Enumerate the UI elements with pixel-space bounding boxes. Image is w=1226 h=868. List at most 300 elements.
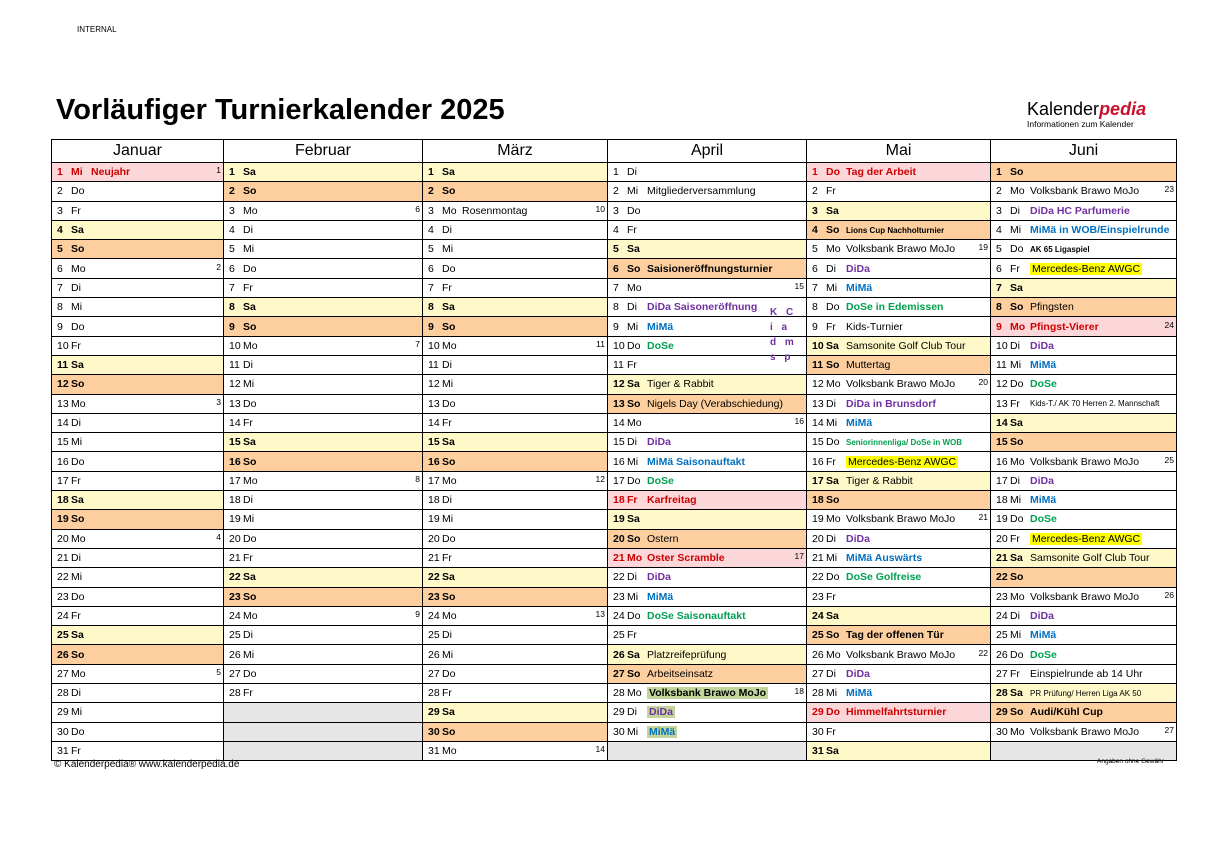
day-number: 6 bbox=[229, 262, 235, 275]
day-cell[interactable] bbox=[807, 240, 991, 259]
weekday: So bbox=[1010, 571, 1024, 584]
day-cell[interactable] bbox=[991, 278, 1177, 297]
day-cell[interactable] bbox=[807, 703, 991, 722]
day-cell[interactable] bbox=[52, 220, 224, 239]
day-cell[interactable] bbox=[423, 510, 608, 529]
event-label: Tiger & Rabbit bbox=[846, 474, 913, 487]
weekday: Mi bbox=[243, 378, 255, 391]
day-cell[interactable] bbox=[991, 587, 1177, 606]
weekday: So bbox=[442, 185, 456, 198]
day-cell[interactable] bbox=[991, 163, 1177, 182]
day-number: 2 bbox=[812, 185, 818, 198]
day-cell[interactable] bbox=[224, 317, 423, 336]
day-cell[interactable] bbox=[423, 587, 608, 606]
event-label: Einspielrunde ab 14 Uhr bbox=[1030, 667, 1143, 680]
day-cell[interactable] bbox=[52, 375, 224, 394]
day-cell[interactable] bbox=[423, 163, 608, 182]
weekday: Sa bbox=[1010, 687, 1023, 700]
day-cell[interactable] bbox=[224, 336, 423, 355]
day-cell[interactable] bbox=[991, 394, 1177, 413]
day-cell[interactable] bbox=[52, 182, 224, 201]
day-cell[interactable] bbox=[608, 587, 807, 606]
day-cell[interactable] bbox=[224, 394, 423, 413]
weekday: Fr bbox=[442, 687, 452, 700]
weekday: Di bbox=[1010, 204, 1020, 217]
day-cell[interactable] bbox=[224, 606, 423, 625]
day-cell[interactable] bbox=[608, 548, 807, 567]
day-cell[interactable] bbox=[423, 684, 608, 703]
day-number: 13 bbox=[428, 397, 440, 410]
day-cell[interactable] bbox=[608, 626, 807, 645]
day-cell[interactable] bbox=[991, 433, 1177, 452]
day-number: 30 bbox=[613, 725, 625, 738]
weekday: Do bbox=[1010, 648, 1024, 661]
day-cell[interactable] bbox=[807, 471, 991, 490]
day-cell[interactable] bbox=[52, 722, 224, 741]
weekday: Di bbox=[442, 494, 452, 507]
day-number: 11 bbox=[57, 359, 69, 372]
table-row bbox=[52, 163, 1177, 182]
day-cell[interactable] bbox=[224, 548, 423, 567]
week-number: 2 bbox=[216, 261, 221, 272]
weekday: Mo bbox=[243, 609, 258, 622]
day-cell[interactable] bbox=[52, 433, 224, 452]
weekday: Do bbox=[71, 590, 85, 603]
event-label: DiDa HC Parfumerie bbox=[1030, 204, 1130, 217]
weekday: Di bbox=[243, 359, 253, 372]
day-number: 29 bbox=[613, 706, 625, 719]
day-cell[interactable] bbox=[52, 163, 224, 182]
weekday: Di bbox=[243, 494, 253, 507]
day-cell[interactable] bbox=[423, 413, 608, 432]
day-cell[interactable] bbox=[807, 259, 991, 278]
day-cell[interactable] bbox=[423, 433, 608, 452]
day-number: 6 bbox=[613, 262, 619, 275]
event-label: Mercedes-Benz AWGC bbox=[1032, 262, 1141, 275]
day-cell[interactable] bbox=[423, 548, 608, 567]
weekday: Sa bbox=[71, 224, 84, 237]
weekday: Mi bbox=[1010, 359, 1022, 372]
day-cell[interactable] bbox=[52, 626, 224, 645]
day-cell[interactable] bbox=[991, 626, 1177, 645]
event-label: MiMä bbox=[1030, 494, 1057, 507]
day-cell[interactable] bbox=[224, 664, 423, 683]
day-number: 31 bbox=[428, 745, 440, 758]
day-cell[interactable] bbox=[991, 664, 1177, 683]
event-label: DiDa bbox=[846, 532, 870, 545]
day-number: 26 bbox=[812, 648, 824, 661]
day-cell[interactable] bbox=[807, 606, 991, 625]
day-cell[interactable] bbox=[991, 259, 1177, 278]
day-cell[interactable] bbox=[224, 568, 423, 587]
day-cell[interactable] bbox=[608, 413, 807, 432]
day-cell[interactable] bbox=[991, 606, 1177, 625]
day-cell[interactable] bbox=[423, 375, 608, 394]
day-cell[interactable] bbox=[608, 433, 807, 452]
week-number: 26 bbox=[1164, 589, 1174, 600]
day-number: 22 bbox=[229, 571, 241, 584]
weekday: So bbox=[826, 359, 840, 372]
day-cell[interactable] bbox=[991, 355, 1177, 374]
day-cell[interactable] bbox=[807, 491, 991, 510]
weekday: Fr bbox=[627, 494, 638, 507]
event-label: DiDa bbox=[649, 706, 673, 719]
day-cell[interactable] bbox=[52, 413, 224, 432]
week-number: 22 bbox=[978, 647, 988, 658]
table-row bbox=[52, 722, 1177, 741]
day-cell[interactable] bbox=[423, 664, 608, 683]
day-number: 17 bbox=[428, 474, 440, 487]
day-cell[interactable] bbox=[807, 413, 991, 432]
day-number: 20 bbox=[812, 532, 824, 545]
week-number: 16 bbox=[794, 416, 804, 426]
day-cell[interactable] bbox=[807, 182, 991, 201]
event-label: Volksbank Brawo MoJo bbox=[1030, 590, 1140, 603]
event-label: Kids-T./ AK 70 Herren 2. Mannschaft bbox=[1030, 399, 1160, 409]
weekday: Mo bbox=[826, 513, 841, 526]
day-cell[interactable] bbox=[608, 220, 807, 239]
day-number: 16 bbox=[996, 455, 1008, 468]
month-header-1: Februar bbox=[224, 140, 423, 163]
weekday: Do bbox=[243, 667, 257, 680]
day-cell[interactable] bbox=[52, 548, 224, 567]
day-cell[interactable] bbox=[52, 452, 224, 471]
day-cell[interactable] bbox=[52, 201, 224, 220]
day-cell[interactable] bbox=[608, 452, 807, 471]
day-cell[interactable] bbox=[224, 240, 423, 259]
day-cell[interactable] bbox=[608, 259, 807, 278]
day-cell[interactable] bbox=[608, 278, 807, 297]
event-label: DoSe bbox=[1030, 513, 1057, 526]
day-cell[interactable] bbox=[608, 240, 807, 259]
day-cell[interactable] bbox=[991, 182, 1177, 201]
table-row bbox=[52, 606, 1177, 625]
day-cell[interactable] bbox=[224, 626, 423, 645]
week-number: 6 bbox=[415, 203, 420, 214]
weekday: Fr bbox=[442, 417, 452, 429]
day-number: 15 bbox=[229, 436, 241, 449]
day-number: 19 bbox=[613, 513, 625, 526]
day-cell[interactable] bbox=[807, 394, 991, 413]
day-cell[interactable] bbox=[608, 664, 807, 683]
day-number: 4 bbox=[428, 224, 434, 237]
day-number: 2 bbox=[613, 185, 619, 198]
day-cell[interactable] bbox=[991, 703, 1177, 722]
event-label: MiMä bbox=[846, 417, 873, 429]
day-cell[interactable] bbox=[608, 471, 807, 490]
day-cell[interactable] bbox=[224, 491, 423, 510]
day-cell[interactable] bbox=[423, 182, 608, 201]
day-cell[interactable] bbox=[52, 240, 224, 259]
day-cell[interactable] bbox=[991, 722, 1177, 741]
day-cell[interactable] bbox=[807, 452, 991, 471]
day-cell[interactable] bbox=[423, 626, 608, 645]
day-cell[interactable] bbox=[52, 664, 224, 683]
day-number: 16 bbox=[57, 455, 69, 468]
day-cell[interactable] bbox=[991, 413, 1177, 432]
weekday: Fr bbox=[71, 339, 81, 352]
day-cell[interactable] bbox=[52, 278, 224, 297]
day-number: 14 bbox=[996, 417, 1008, 429]
weekday: Mi bbox=[442, 648, 454, 661]
day-cell[interactable] bbox=[991, 375, 1177, 394]
day-number: 3 bbox=[428, 204, 434, 217]
weekday: Sa bbox=[71, 629, 84, 642]
day-cell[interactable] bbox=[423, 240, 608, 259]
day-cell[interactable] bbox=[807, 741, 991, 760]
day-cell[interactable] bbox=[807, 278, 991, 297]
day-cell[interactable] bbox=[423, 220, 608, 239]
day-number: 27 bbox=[613, 667, 625, 680]
day-number: 30 bbox=[996, 725, 1008, 738]
logo-brand-kalender: Kalender bbox=[1027, 99, 1100, 119]
day-cell[interactable] bbox=[224, 182, 423, 201]
day-cell[interactable] bbox=[52, 587, 224, 606]
weekday: Di bbox=[627, 301, 637, 314]
day-cell[interactable] bbox=[991, 336, 1177, 355]
weekday: Sa bbox=[71, 494, 84, 507]
event-label: DiDa bbox=[1030, 474, 1054, 487]
day-cell[interactable] bbox=[807, 298, 991, 317]
calendar-body bbox=[52, 163, 1177, 761]
day-cell[interactable] bbox=[608, 645, 807, 664]
day-number: 31 bbox=[57, 745, 69, 758]
day-cell[interactable] bbox=[991, 548, 1177, 567]
day-number: 9 bbox=[812, 320, 818, 333]
day-cell[interactable] bbox=[807, 375, 991, 394]
day-cell[interactable] bbox=[423, 568, 608, 587]
day-number: 2 bbox=[57, 185, 63, 198]
table-row bbox=[52, 587, 1177, 606]
weekday: Do bbox=[243, 262, 257, 275]
day-cell[interactable] bbox=[423, 529, 608, 548]
day-cell[interactable] bbox=[52, 259, 224, 278]
week-number: 9 bbox=[415, 608, 420, 619]
weekday: Fr bbox=[1010, 262, 1020, 275]
day-cell[interactable] bbox=[52, 394, 224, 413]
day-cell[interactable] bbox=[224, 471, 423, 490]
day-cell[interactable] bbox=[991, 491, 1177, 510]
event-label: Volksbank Brawo MoJo bbox=[846, 378, 956, 391]
day-cell[interactable] bbox=[991, 452, 1177, 471]
day-cell[interactable] bbox=[991, 684, 1177, 703]
day-cell[interactable] bbox=[224, 163, 423, 182]
day-cell[interactable] bbox=[807, 220, 991, 239]
weekday: Di bbox=[71, 552, 81, 565]
day-cell[interactable] bbox=[608, 375, 807, 394]
day-cell[interactable] bbox=[224, 587, 423, 606]
day-cell[interactable] bbox=[807, 336, 991, 355]
day-cell[interactable] bbox=[224, 645, 423, 664]
day-cell[interactable] bbox=[807, 722, 991, 741]
calendar-table bbox=[51, 139, 1177, 761]
day-number: 15 bbox=[57, 436, 69, 449]
day-number: 24 bbox=[812, 609, 824, 622]
day-cell[interactable] bbox=[807, 201, 991, 220]
event-label: Muttertag bbox=[846, 359, 891, 372]
day-cell[interactable] bbox=[807, 664, 991, 683]
day-cell[interactable] bbox=[224, 510, 423, 529]
day-number: 8 bbox=[229, 301, 235, 314]
day-cell[interactable] bbox=[423, 606, 608, 625]
day-cell[interactable] bbox=[224, 375, 423, 394]
day-cell[interactable] bbox=[807, 587, 991, 606]
day-cell[interactable] bbox=[991, 317, 1177, 336]
table-row bbox=[52, 240, 1177, 259]
day-number: 11 bbox=[229, 359, 240, 372]
day-cell[interactable] bbox=[423, 317, 608, 336]
day-cell[interactable] bbox=[608, 163, 807, 182]
day-cell[interactable] bbox=[224, 259, 423, 278]
day-cell[interactable] bbox=[991, 510, 1177, 529]
weekday: Do bbox=[826, 436, 840, 449]
day-cell[interactable] bbox=[991, 240, 1177, 259]
day-cell[interactable] bbox=[52, 606, 224, 625]
weekday: Mi bbox=[1010, 494, 1022, 507]
day-cell[interactable] bbox=[608, 491, 807, 510]
day-cell[interactable] bbox=[807, 684, 991, 703]
day-cell[interactable] bbox=[807, 317, 991, 336]
day-cell[interactable] bbox=[224, 684, 423, 703]
table-row bbox=[52, 278, 1177, 297]
day-cell[interactable] bbox=[807, 529, 991, 548]
day-cell[interactable] bbox=[52, 645, 224, 664]
week-number: 10 bbox=[595, 203, 605, 214]
weekday: Mi bbox=[71, 706, 83, 719]
day-number: 11 bbox=[812, 359, 824, 372]
day-cell[interactable] bbox=[52, 741, 224, 760]
day-cell[interactable] bbox=[224, 433, 423, 452]
day-cell[interactable] bbox=[423, 645, 608, 664]
day-number: 10 bbox=[996, 339, 1008, 352]
weekday: Sa bbox=[243, 301, 256, 314]
day-cell[interactable] bbox=[224, 355, 423, 374]
table-row bbox=[52, 201, 1177, 220]
kalenderpedia-logo[interactable] bbox=[1027, 100, 1146, 129]
day-number: 7 bbox=[613, 281, 619, 294]
day-cell[interactable] bbox=[423, 355, 608, 374]
weekday: Do bbox=[826, 706, 840, 719]
event-label: MiMä bbox=[1030, 359, 1057, 372]
day-cell[interactable] bbox=[423, 703, 608, 722]
day-cell[interactable] bbox=[807, 163, 991, 182]
day-cell[interactable] bbox=[423, 259, 608, 278]
weekday: Do bbox=[442, 532, 456, 545]
day-cell[interactable] bbox=[224, 452, 423, 471]
day-cell[interactable] bbox=[423, 394, 608, 413]
day-number: 15 bbox=[812, 436, 824, 449]
weekday: Fr bbox=[243, 417, 253, 429]
day-cell[interactable] bbox=[807, 568, 991, 587]
day-cell[interactable] bbox=[52, 703, 224, 722]
day-cell[interactable] bbox=[224, 529, 423, 548]
day-cell[interactable] bbox=[52, 317, 224, 336]
day-cell[interactable] bbox=[224, 201, 423, 220]
day-cell[interactable] bbox=[991, 298, 1177, 317]
day-cell[interactable] bbox=[608, 394, 807, 413]
weekday: So bbox=[442, 320, 456, 333]
day-cell[interactable] bbox=[608, 684, 807, 703]
day-cell[interactable] bbox=[807, 355, 991, 374]
day-cell[interactable] bbox=[991, 471, 1177, 490]
day-cell[interactable] bbox=[52, 491, 224, 510]
weekday: Do bbox=[71, 455, 85, 468]
weekday: Do bbox=[1010, 513, 1024, 526]
day-cell[interactable] bbox=[608, 606, 807, 625]
day-cell[interactable] bbox=[608, 182, 807, 201]
weekday: Mi bbox=[826, 687, 838, 700]
day-cell[interactable] bbox=[423, 722, 608, 741]
event-label: Saisioneröffnungsturnier bbox=[647, 262, 773, 275]
event-label: DiDa bbox=[647, 436, 671, 449]
day-cell[interactable] bbox=[52, 684, 224, 703]
event-label: Oster Scramble bbox=[647, 552, 725, 565]
empty-day-cell bbox=[224, 722, 423, 741]
day-number: 6 bbox=[57, 262, 63, 275]
day-cell[interactable] bbox=[52, 355, 224, 374]
table-row bbox=[52, 259, 1177, 278]
day-cell[interactable] bbox=[423, 336, 608, 355]
day-cell[interactable] bbox=[991, 529, 1177, 548]
day-cell[interactable] bbox=[52, 298, 224, 317]
day-cell[interactable] bbox=[807, 645, 991, 664]
day-number: 5 bbox=[812, 243, 818, 256]
day-cell[interactable] bbox=[52, 336, 224, 355]
day-cell[interactable] bbox=[224, 298, 423, 317]
weekday: Di bbox=[627, 436, 637, 449]
day-cell[interactable] bbox=[52, 471, 224, 490]
day-number: 14 bbox=[57, 417, 69, 429]
day-cell[interactable] bbox=[52, 529, 224, 548]
day-cell[interactable] bbox=[991, 645, 1177, 664]
day-cell[interactable] bbox=[52, 510, 224, 529]
day-cell[interactable] bbox=[608, 201, 807, 220]
day-cell[interactable] bbox=[991, 568, 1177, 587]
week-number: 14 bbox=[595, 744, 605, 755]
day-number: 26 bbox=[428, 648, 440, 661]
day-number: 6 bbox=[996, 262, 1002, 275]
day-cell[interactable] bbox=[423, 491, 608, 510]
day-cell[interactable] bbox=[423, 278, 608, 297]
day-cell[interactable] bbox=[608, 568, 807, 587]
day-cell[interactable] bbox=[991, 220, 1177, 239]
day-cell[interactable] bbox=[608, 722, 807, 741]
day-cell[interactable] bbox=[807, 433, 991, 452]
day-number: 8 bbox=[428, 301, 434, 314]
day-cell[interactable] bbox=[991, 201, 1177, 220]
day-cell[interactable] bbox=[807, 510, 991, 529]
weekday: Fr bbox=[1010, 397, 1020, 410]
day-cell[interactable] bbox=[807, 626, 991, 645]
day-cell[interactable] bbox=[224, 278, 423, 297]
day-cell[interactable] bbox=[423, 471, 608, 490]
footer-copyright[interactable]: © Kalenderpedia® www.kalenderpedia.de bbox=[54, 759, 240, 770]
day-cell[interactable] bbox=[807, 548, 991, 567]
day-cell[interactable] bbox=[224, 413, 423, 432]
day-number: 28 bbox=[428, 687, 440, 700]
weekday: Do bbox=[1010, 243, 1024, 256]
day-cell[interactable] bbox=[423, 452, 608, 471]
day-cell[interactable] bbox=[423, 201, 608, 220]
day-cell[interactable] bbox=[224, 220, 423, 239]
day-cell[interactable] bbox=[608, 510, 807, 529]
day-cell[interactable] bbox=[423, 298, 608, 317]
day-cell[interactable] bbox=[423, 741, 608, 760]
day-cell[interactable] bbox=[608, 529, 807, 548]
weekday: Di bbox=[1010, 609, 1020, 622]
day-cell[interactable] bbox=[608, 703, 807, 722]
day-cell[interactable] bbox=[52, 568, 224, 587]
